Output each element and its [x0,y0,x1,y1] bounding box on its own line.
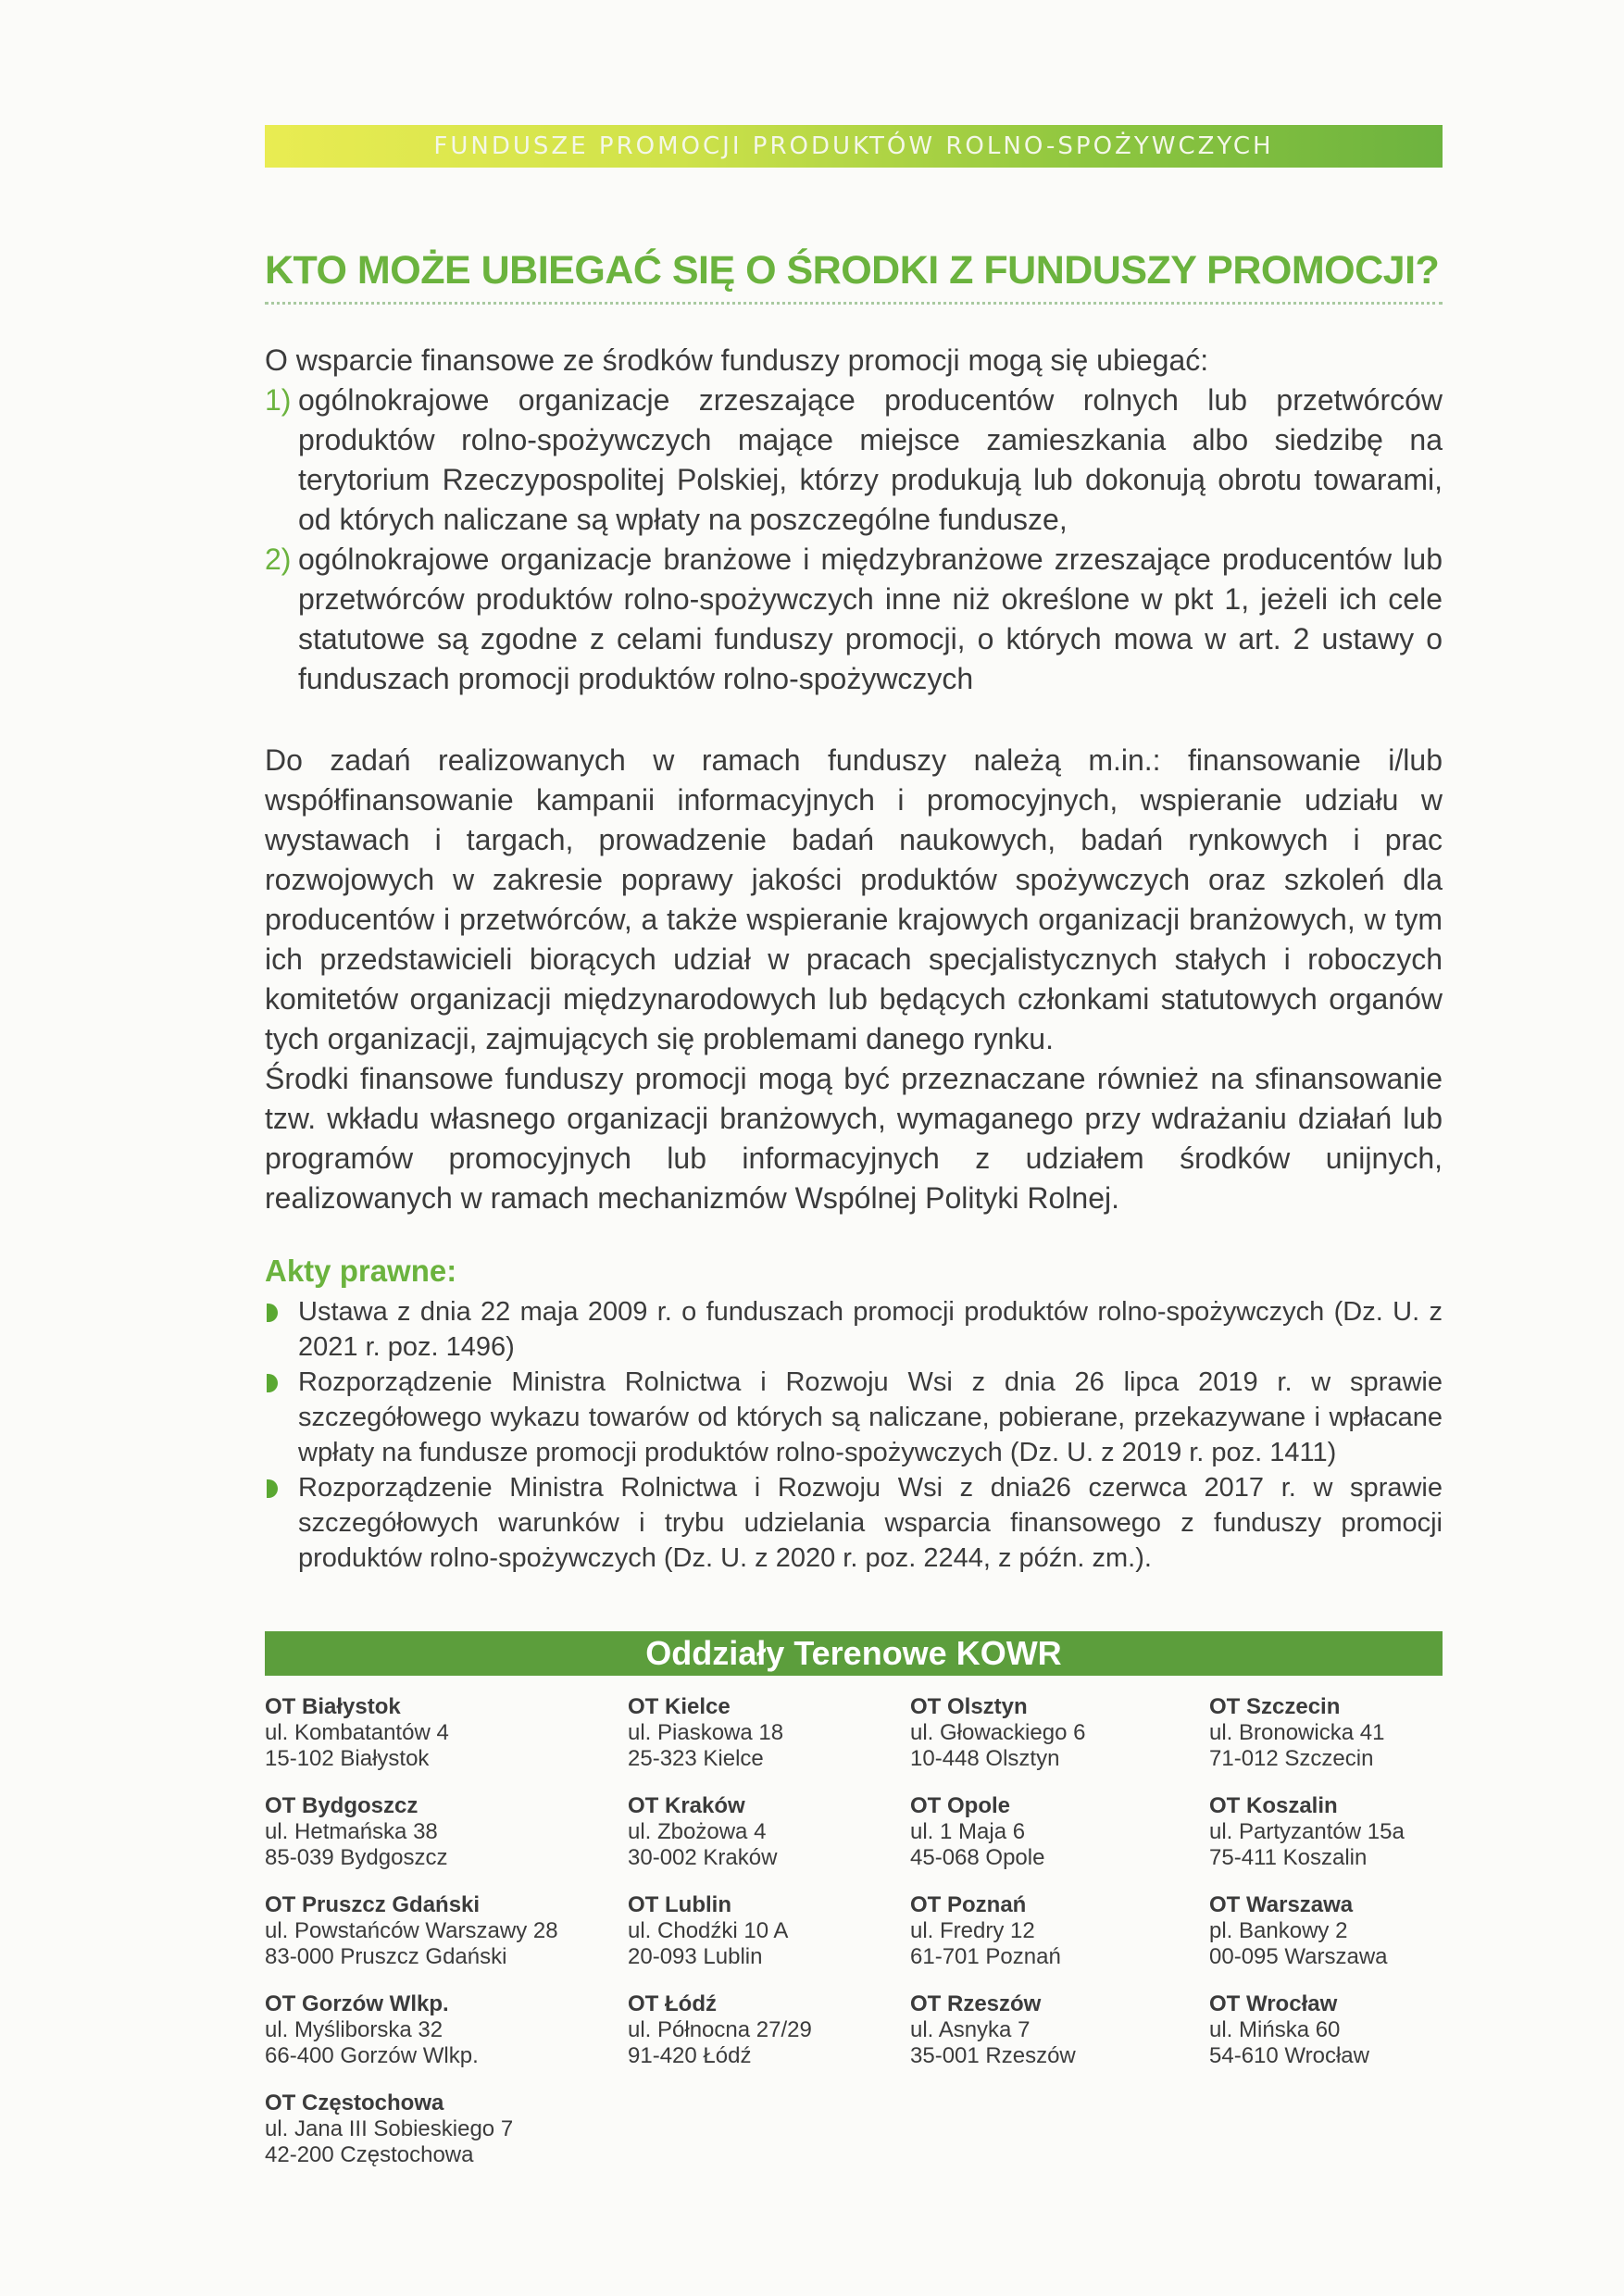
office-entry [265,1892,558,1970]
office-name: OT Kraków [628,1793,745,1818]
office-city: 20-093 Lublin [628,1944,763,1969]
office-name: OT Białystok [265,1694,401,1719]
office-entry [1209,1793,1405,1871]
office-street: ul. Kombatantów 4 [265,1720,449,1745]
bullet-icon [267,1479,278,1498]
office-street: ul. Hetmańska 38 [265,1819,438,1844]
legal-act-item [265,1294,1443,1365]
office-entry [1209,1991,1369,2069]
office-entry [628,1793,777,1871]
office-city: 10-448 Olsztyn [910,1746,1060,1771]
office-entry [910,1991,1076,2069]
office-name: OT Kielce [628,1694,731,1719]
office-name: OT Lublin [628,1892,731,1917]
eligibility-item-text: ogólnokrajowe organizacje branżowe i międzybranżowe zrzeszające producentów lub przetwórców produktów rolno-spożywczych inne niż określone w pkt 1, jeżeli ich cele statutowe są zgodne z celami funduszy promocji, o których mowa w art. 2 ustawy o funduszach promocji produktów rolno-spożywczych [298,543,1443,695]
office-city: 71-012 Szczecin [1209,1746,1374,1771]
office-name: OT Warszawa [1209,1892,1354,1917]
eligibility-item [265,381,1443,540]
legal-acts-list [265,1294,1443,1576]
office-city: 30-002 Kraków [628,1845,778,1870]
office-street: ul. 1 Maja 6 [910,1819,1026,1844]
legal-acts-heading: Akty prawne: [265,1254,457,1288]
office-street: ul. Partyzantów 15a [1209,1819,1405,1844]
eligibility-list [265,381,1443,699]
office-street: ul. Zbożowa 4 [628,1819,767,1844]
office-entry [265,1694,449,1772]
office-entry [628,1892,788,1970]
eligibility-item-text: ogólnokrajowe organizacje zrzeszające producentów rolnych lub przetwórców produktów rolno-spożywczych mające miejsce zamieszkania albo siedzibę na terytorium Rzeczypospolitej Polskiej, którzy produkują lub dokonują obrotu towarami, od których naliczane są wpłaty na poszczególne fundusze, [298,383,1443,536]
office-street: ul. Fredry 12 [910,1918,1035,1943]
legal-act-text: Rozporządzenie Ministra Rolnictwa i Rozwoju Wsi z dnia 26 lipca 2019 r. w sprawie szczegółowego wykazu towarów od których są naliczane, pobierane, przekazywane i wpłacane wpłaty na fundusze promocji produktów rolno-spożywczych (Dz. U. z 2019 r. poz. 1411) [298,1367,1443,1467]
bullet-icon [267,1304,278,1322]
title-dotted-divider [265,302,1443,305]
eligibility-lead: O wsparcie finansowe ze środków funduszy promocji mogą się ubiegać: [265,343,1209,377]
office-city: 91-420 Łódź [628,2043,752,2068]
office-entry [265,1991,479,2069]
tasks-section [265,741,1443,1218]
office-name: OT Koszalin [1209,1793,1338,1818]
office-street: ul. Chodźki 10 A [628,1918,789,1943]
office-city: 42-200 Częstochowa [265,2142,474,2167]
office-name: OT Poznań [910,1892,1027,1917]
page-title: KTO MOŻE UBIEGAĆ SIĘ O ŚRODKI Z FUNDUSZY PROMOCJI? [265,248,1440,293]
office-entry [1209,1694,1384,1772]
office-name: OT Opole [910,1793,1010,1818]
office-street: ul. Głowackiego 6 [910,1720,1086,1745]
office-name: OT Wrocław [1209,1991,1338,2016]
office-street: ul. Mińska 60 [1209,2017,1341,2042]
office-city: 00-095 Warszawa [1209,1944,1388,1969]
eligibility-item-number: 2) [265,543,292,576]
office-city: 75-411 Koszalin [1209,1845,1368,1870]
office-street: ul. Bronowicka 41 [1209,1720,1385,1745]
office-street: ul. Piaskowa 18 [628,1720,784,1745]
office-entry [628,1694,783,1772]
office-entry [1209,1892,1388,1970]
office-name: OT Częstochowa [265,2090,444,2115]
eligibility-section [265,341,1443,699]
office-city: 83-000 Pruszcz Gdański [265,1944,507,1969]
tasks-paragraph: Do zadań realizowanych w ramach funduszy należą m.in.: finansowanie i/lub współfinansowanie kampanii informacyjnych i promocyjnych, wspieranie udziału w wystawach i targach, prowadzenie badań naukowych, badań rynkowych i prac rozwojowych w zakresie poprawy jakości produktów spożywczych oraz szkoleń dla producentów i przetwórców, a także wspieranie krajowych organizacji branżowych, w tym ich przedstawicieli biorących udział w pracach specjalistycznych stałych i roboczych komitetów organizacji międzynarodowych lub będących członkami statutowych organów tych organizacji, zajmujących się problemami danego rynku. [265,743,1443,1055]
offices-banner [265,1631,1443,1676]
office-name: OT Rzeszów [910,1991,1042,2016]
office-name: OT Gorzów Wlkp. [265,1991,449,2016]
header-banner-text: FUNDUSZE PROMOCJI PRODUKTÓW ROLNO-SPOŻYWCZYCH [433,132,1274,160]
office-street: ul. Myśliborska 32 [265,2017,443,2042]
office-entry [265,2090,513,2168]
office-city: 54-610 Wrocław [1209,2043,1369,2068]
office-entry [265,1793,447,1871]
office-street: pl. Bankowy 2 [1209,1918,1348,1943]
office-entry [910,1892,1061,1970]
office-street: ul. Północna 27/29 [628,2017,812,2042]
eligibility-item [265,540,1443,699]
header-banner [265,125,1443,168]
office-city: 85-039 Bydgoszcz [265,1845,448,1870]
office-name: OT Szczecin [1209,1694,1341,1719]
office-city: 35-001 Rzeszów [910,2043,1076,2068]
office-name: OT Olsztyn [910,1694,1028,1719]
office-city: 61-701 Poznań [910,1944,1061,1969]
office-city: 66-400 Gorzów Wlkp. [265,2043,479,2068]
office-street: ul. Jana III Sobieskiego 7 [265,2116,514,2141]
office-entry [910,1793,1044,1871]
legal-act-text: Ustawa z dnia 22 maja 2009 r. o funduszach promocji produktów rolno-spożywczych (Dz. U. z 2021 r. poz. 1496) [298,1297,1443,1362]
legal-act-item [265,1470,1443,1576]
legal-act-item [265,1365,1443,1470]
office-city: 15-102 Białystok [265,1746,430,1771]
eligibility-item-number: 1) [265,383,292,417]
office-name: OT Łódź [628,1991,717,2016]
office-name: OT Pruszcz Gdański [265,1892,481,1917]
office-entry [910,1694,1085,1772]
offices-heading: Oddziały Terenowe KOWR [645,1634,1062,1672]
legal-act-text: Rozporządzenie Ministra Rolnictwa i Rozwoju Wsi z dnia26 czerwca 2017 r. w sprawie szczegółowych warunków i trybu udzielania wsparcia finansowego z funduszy promocji produktów rolno-spożywczych (Dz. U. z 2020 r. poz. 2244, z późn. zm.). [298,1473,1443,1573]
office-street: ul. Powstańców Warszawy 28 [265,1918,558,1943]
office-street: ul. Asnyka 7 [910,2017,1031,2042]
offices-grid [265,1694,1443,2176]
office-name: OT Bydgoszcz [265,1793,418,1818]
funding-paragraph: Środki finansowe funduszy promocji mogą być przeznaczane również na sfinansowanie tzw. wkładu własnego organizacji branżowych, wymaganego przy wdrażaniu działań lub programów promocyjnych lub informacyjnych z udziałem środków unijnych, realizowanych w ramach mechanizmów Wspólnej Polityki Rolnej. [265,1062,1443,1215]
office-entry [628,1991,812,2069]
office-city: 45-068 Opole [910,1845,1045,1870]
office-city: 25-323 Kielce [628,1746,764,1771]
bullet-icon [267,1374,278,1392]
